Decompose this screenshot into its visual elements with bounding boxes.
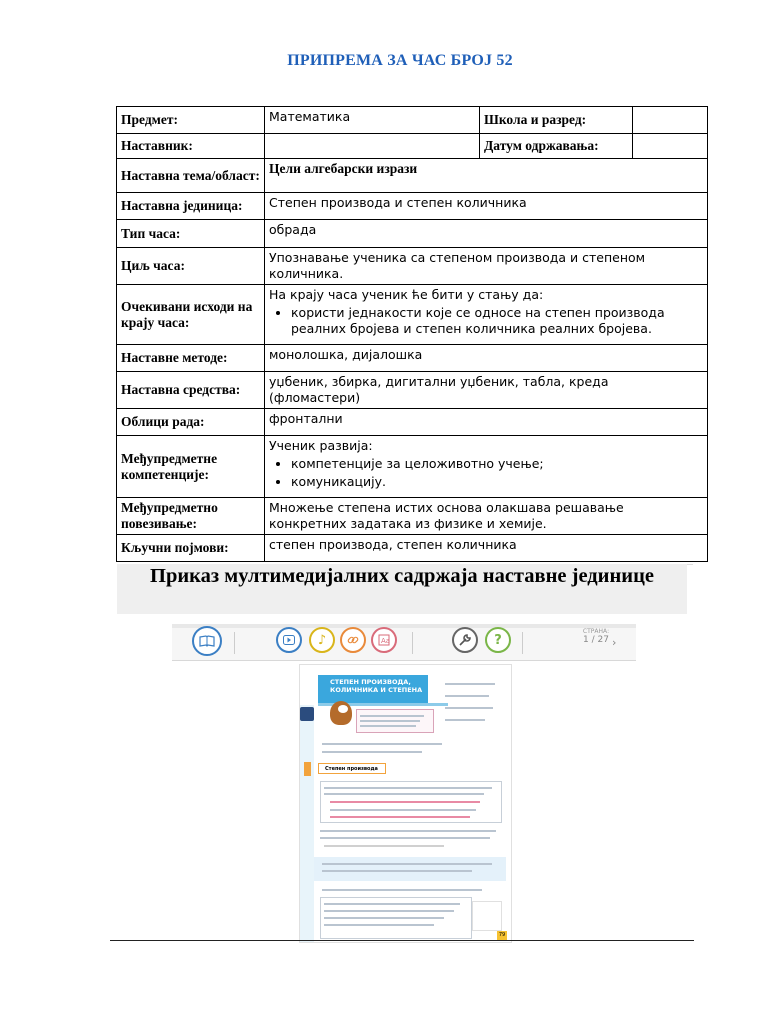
- help-icon[interactable]: ?: [485, 627, 511, 653]
- toolbar-separator: [234, 632, 235, 654]
- competences-cell: [265, 436, 708, 498]
- outcomes-label: Очекивани исходи на крају часа:: [117, 285, 265, 345]
- topic-label: Наставна тема/област:: [117, 159, 265, 193]
- textbook-page-preview: [299, 664, 512, 943]
- forms-label: Облици рада:: [117, 409, 265, 436]
- competences-intro: Ученик развија:: [269, 438, 373, 453]
- school-label: Школа и разред:: [480, 107, 633, 134]
- section-tab: Степен производа: [318, 763, 386, 774]
- text-line: [360, 725, 416, 727]
- formula-line: [445, 683, 495, 685]
- date-label: Датум одржавања:: [480, 134, 633, 159]
- text-line: [324, 793, 484, 795]
- list-item: • комуникацију.: [291, 474, 703, 490]
- unit-value: Степен производа и степен количника: [265, 193, 708, 220]
- section-marker: [304, 762, 311, 776]
- document-title: ПРИПРЕМА ЗА ЧАС БРОЈ 52: [287, 52, 513, 69]
- goal-value: Упознавање ученика са степеном производа и степеном количника.: [265, 248, 708, 285]
- formula-line: [330, 809, 476, 811]
- topic-value: Цели алгебарски изрази: [265, 159, 708, 193]
- tools-icon[interactable]: [452, 627, 478, 653]
- methods-label: Наставне методе:: [117, 345, 265, 372]
- owl-face: [338, 705, 348, 713]
- type-value: обрада: [265, 220, 708, 248]
- subject-label: Предмет:: [117, 107, 265, 134]
- text-line: [320, 830, 496, 832]
- list-item: • користи једнакости које се односе на степен производа реалних бројева и степен количника реалних бројева.: [291, 305, 703, 337]
- book-icon[interactable]: [192, 626, 222, 656]
- text-line: [322, 751, 422, 753]
- edit-icon[interactable]: [300, 707, 314, 721]
- teacher-label: Наставник:: [117, 134, 265, 159]
- page-label: СТРАНА:: [582, 628, 610, 635]
- grid-figure: [472, 901, 502, 931]
- text-line: [324, 845, 444, 847]
- correlation-label: Међупредметно повезивање:: [117, 498, 265, 535]
- rule-box: [314, 857, 506, 881]
- correlation-value: Множење степена истих основа олакшава решавање конкретних задатака из физике и хемије.: [265, 498, 708, 535]
- text-line: [324, 924, 434, 926]
- page-margin-strip: [300, 705, 314, 942]
- bottom-rule: [110, 940, 694, 941]
- text-icon[interactable]: [371, 627, 397, 653]
- unit-label: Наставна јединица:: [117, 193, 265, 220]
- toolbar-separator: [522, 632, 523, 654]
- chevron-right-icon[interactable]: ›: [612, 636, 617, 649]
- page-value: 1 / 27: [583, 635, 609, 645]
- text-line: [322, 863, 492, 865]
- page-banner: СТЕПЕН ПРОИЗВОДА, КОЛИЧНИКА И СТЕПЕНА: [318, 675, 428, 703]
- music-icon[interactable]: ♪: [309, 627, 335, 653]
- competences-list: [269, 456, 703, 490]
- page-number: 79: [498, 932, 506, 938]
- toolbar-separator: [412, 632, 413, 654]
- text-line: [322, 743, 442, 745]
- formula-line: [330, 801, 480, 803]
- type-label: Тип часа:: [117, 220, 265, 248]
- text-line: [324, 910, 454, 912]
- digital-textbook-toolbar: [172, 624, 636, 661]
- text-line: [322, 870, 472, 872]
- text-line: [322, 889, 482, 891]
- school-value: [633, 107, 708, 134]
- text-line: [320, 837, 490, 839]
- outcomes-cell: [265, 285, 708, 345]
- formula-line: [445, 707, 493, 709]
- outcomes-intro: На крају часа ученик ће бити у стању да:: [269, 287, 544, 302]
- teacher-value: [265, 134, 480, 159]
- link-icon[interactable]: [340, 627, 366, 653]
- competences-label: Међупредметне компетенције:: [117, 436, 265, 498]
- svg-text:Аа: Аа: [381, 637, 390, 645]
- text-line: [360, 715, 424, 717]
- methods-value: монолошка, дијалошка: [265, 345, 708, 372]
- keywords-label: Кључни појмови:: [117, 535, 265, 562]
- forms-value: фронтални: [265, 409, 708, 436]
- goal-label: Циљ часа:: [117, 248, 265, 285]
- text-line: [324, 917, 444, 919]
- text-line: [360, 720, 420, 722]
- formula-line: [445, 695, 489, 697]
- play-icon[interactable]: [276, 627, 302, 653]
- tools-label: Наставна средства:: [117, 372, 265, 409]
- keywords-value: степен производа, степен количника: [265, 535, 708, 562]
- outcomes-list: [269, 305, 703, 337]
- text-line: [324, 903, 460, 905]
- subject-value: Математика: [265, 107, 480, 134]
- formula-line: [445, 719, 485, 721]
- toolbar-top-strip: [172, 624, 636, 628]
- lesson-plan-table: [116, 106, 708, 562]
- tools-value: уџбеник, збирка, дигитални уџбеник, табла, креда (фломастери): [265, 372, 708, 409]
- multimedia-section-heading: Приказ мултимедијалних садржаја наставне јединице: [117, 564, 687, 614]
- date-value: [633, 134, 708, 159]
- text-line: [324, 787, 492, 789]
- formula-line: [330, 816, 470, 818]
- list-item: • компетенције за целоживотно учење;: [291, 456, 703, 472]
